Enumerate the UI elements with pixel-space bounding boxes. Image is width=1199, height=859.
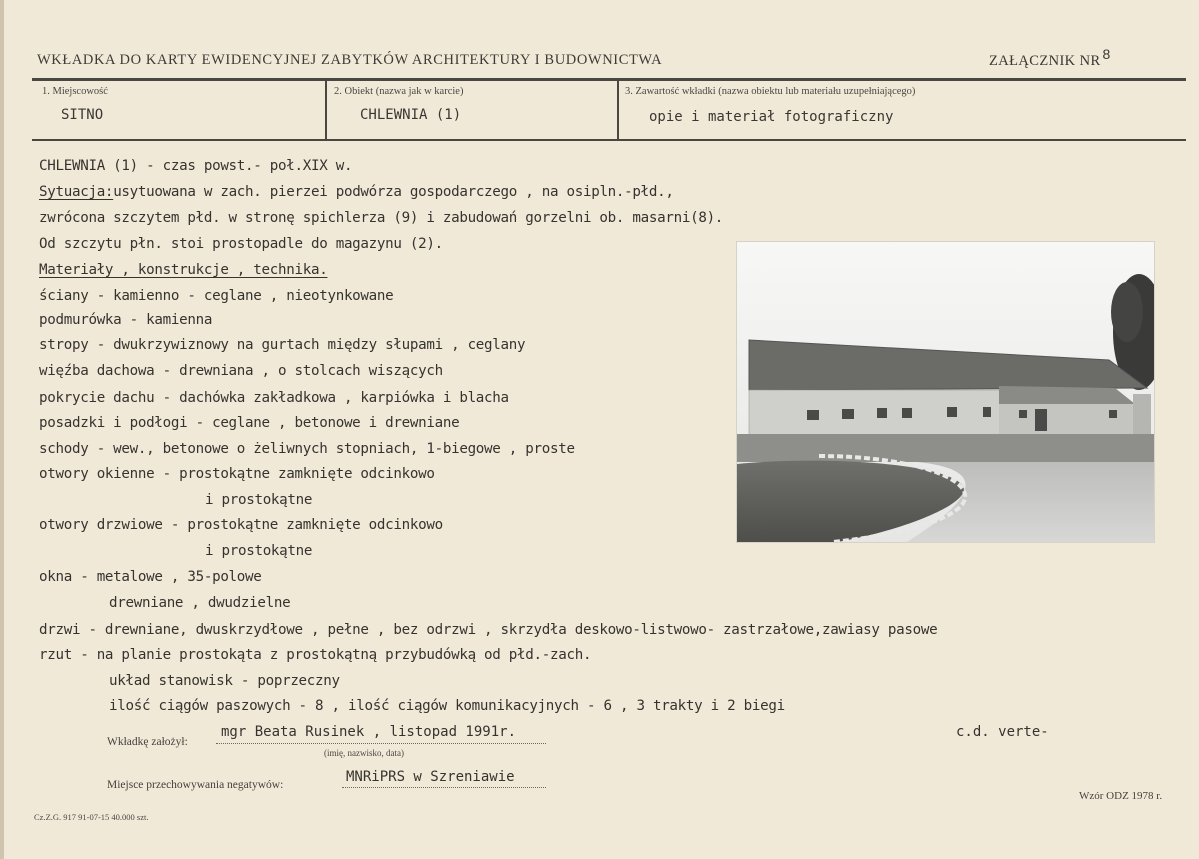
- negatives-label: Miejsce przechowywania negatywów:: [107, 779, 284, 791]
- field-value-object: CHLEWNIA (1): [360, 107, 462, 123]
- body-line-7: podmurówka - kamienna: [39, 312, 213, 328]
- field-label-contents: 3. Zawartość wkładki (nazwa obiektu lub materiału uzupełniającego): [625, 86, 916, 97]
- annex-label: [989, 46, 1111, 70]
- field-value-contents: opie i materiał fotograficzny: [649, 109, 894, 125]
- header-rule-top: [32, 78, 1186, 81]
- annex-number: 8: [1102, 46, 1111, 62]
- annex-label-text: ZAŁĄCZNIK NR: [989, 53, 1101, 69]
- body-line-2: [39, 184, 674, 200]
- continued-note: c.d. verte-: [956, 724, 1049, 740]
- header-rule-bottom: [32, 139, 1186, 141]
- field-label-locality: 1. Miejscowość: [42, 86, 108, 97]
- negatives-value: MNRiPRS w Szreniawie: [346, 769, 515, 785]
- body-line-3: zwrócona szczytem płd. w stronę spichlerza (9) i zabudowań gorzelni ob. masarni(8).: [39, 210, 724, 226]
- building-photo-image: [737, 242, 1154, 542]
- situation-text: usytuowana w zach. pierzei podwórza gospodarczego , na osipln.-płd.,: [113, 184, 674, 200]
- document-title: WKŁADKA DO KARTY EWIDENCYJNEJ ZABYTKÓW ARCHITEKTURY I BUDOWNICTWA: [37, 52, 663, 68]
- body-line-15: otwory drzwiowe - prostokątne zamknięte odcinkowo: [39, 517, 443, 533]
- field-value-locality: SITNO: [61, 107, 104, 123]
- body-line-18: drewniane , dwudzielne: [109, 595, 291, 611]
- body-line-20: rzut - na planie prostokąta z prostokątną przybudówką od płd.-zach.: [39, 647, 592, 663]
- body-line-8: stropy - dwukrzywiznowy na gurtach między słupami , ceglany: [39, 337, 526, 353]
- building-photo: [737, 242, 1154, 542]
- body-line-19: drzwi - drewniane, dwuskrzydłowe , pełne , bez odrzwi , skrzydła deskowo-listwowo- zastrzałowe,zawiasy pasowe: [39, 622, 938, 638]
- body-line-22: ilość ciągów paszowych - 8 , ilość ciągów komunikacyjnych - 6 , 3 trakty i 2 biegi: [109, 698, 785, 714]
- body-line-9: więźba dachowa - drewniana , o stolcach wiszących: [39, 363, 443, 379]
- body-line-14: i prostokątne: [205, 492, 313, 508]
- body-line-17: okna - metalowe , 35-polowe: [39, 569, 262, 585]
- field-label-object: 2. Obiekt (nazwa jak w karcie): [334, 86, 464, 97]
- field-divider-2: [617, 81, 619, 139]
- body-line-12: schody - wew., betonowe o żeliwnych stopniach, 1-biegowe , proste: [39, 441, 575, 457]
- body-line-6: ściany - kamienno - ceglane , nieotynkowane: [39, 288, 394, 304]
- negatives-dotted-line: [342, 787, 546, 788]
- print-code: Cz.Z.G. 917 91-07-15 40.000 szt.: [34, 812, 149, 822]
- body-line-4: Od szczytu płn. stoi prostopadle do magazynu (2).: [39, 236, 443, 252]
- section-heading-situation: Sytuacja:: [39, 184, 114, 200]
- body-line-16: i prostokątne: [205, 543, 313, 559]
- form-template-code: Wzór ODZ 1978 r.: [1079, 790, 1163, 802]
- author-dotted-line: [216, 743, 546, 744]
- author-hint: (imię, nazwisko, data): [324, 748, 404, 758]
- body-line-13: otwory okienne - prostokątne zamknięte odcinkowo: [39, 466, 435, 482]
- body-line-10: pokrycie dachu - dachówka zakładkowa , karpiówka i blacha: [39, 390, 509, 406]
- body-line-11: posadzki i podłogi - ceglane , betonowe i drewniane: [39, 415, 460, 431]
- field-divider-1: [325, 81, 327, 139]
- body-line-1: CHLEWNIA (1) - czas powst.- poł.XIX w.: [39, 158, 353, 174]
- section-heading-materials: Materiały , konstrukcje , technika.: [39, 262, 328, 278]
- author-label: Wkładkę założył:: [107, 736, 188, 748]
- author-value: mgr Beata Rusinek , listopad 1991r.: [221, 724, 517, 740]
- body-line-21: układ stanowisk - poprzeczny: [109, 673, 340, 689]
